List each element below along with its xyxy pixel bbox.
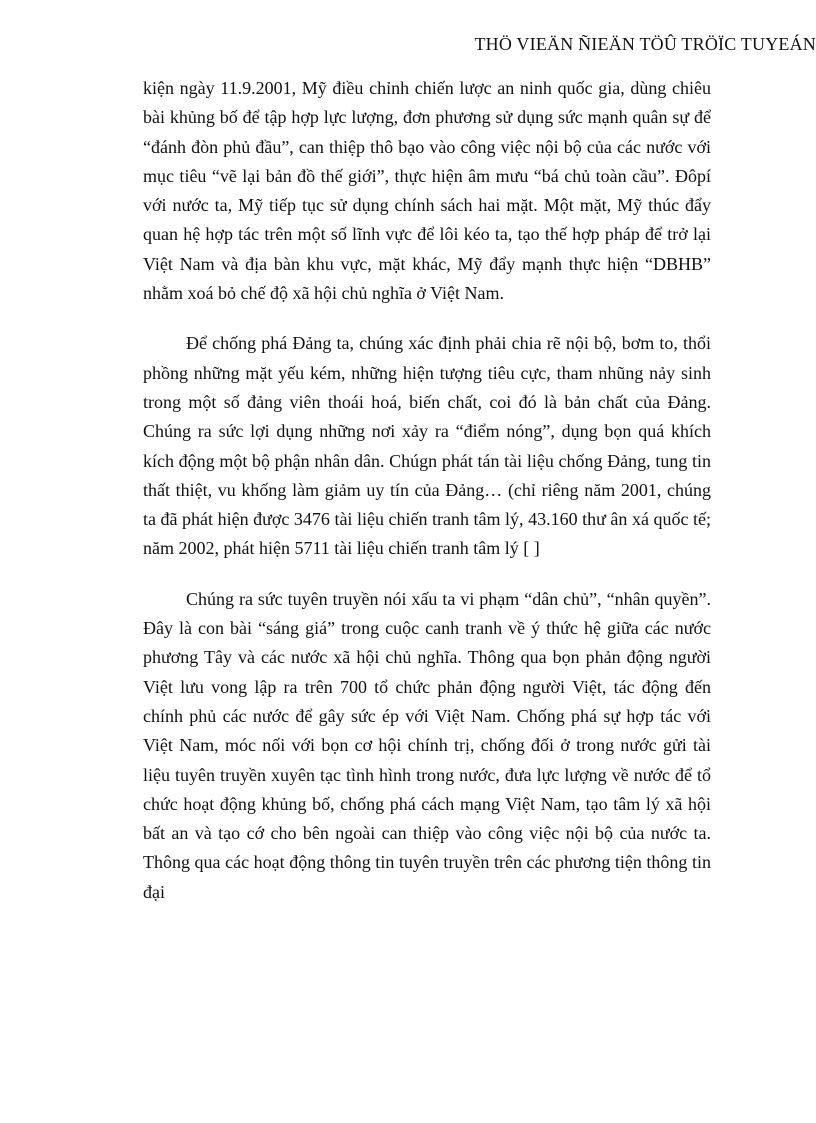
document-body bbox=[143, 74, 711, 928]
paragraph-3: Chúng ra sức tuyên truyền nói xấu ta vi phạm “dân chủ”, “nhân quyền”. Đây là con bài “sáng giá” trong cuộc canh tranh về ý thức hệ giữa các nước phương Tây và các nước xã hội chủ nghĩa. Thông qua bọn phản động người Việt lưu vong lập ra trên 700 tổ chức phản động người Việt, tác động đến chính phủ các nước để gây sức ép với Việt Nam. Chống phá sự hợp tác với Việt Nam, móc nối với bọn cơ hội chính trị, chống đối ở trong nước gửi tài liệu tuyên truyền xuyên tạc tình hình trong nước, đưa lực lượng về nước để tổ chức hoạt động khủng bố, chống phá cách mạng Việt Nam, tạo tâm lý xã hội bất an và tạo cớ cho bên ngoài can thiệp vào công việc nội bộ của nước ta. Thông qua các hoạt động thông tin tuyên truyền trên các phương tiện thông tin đại bbox=[143, 588, 711, 902]
paragraph-1: kiện ngày 11.9.2001, Mỹ điều chỉnh chiến lược an ninh quốc gia, dùng chiêu bài khủng bố để tập hợp lực lượng, đơn phương sử dụng sức mạnh quân sự để “đánh đòn phủ đầu”, can thiệp thô bạo vào công việc nội bộ của các nước với mục tiêu “vẽ lại bản đồ thế giới”, thực hiện âm mưu “bá chủ toàn cầu”. Đôpí với nước ta, Mỹ tiếp tục sử dụng chính sách hai mặt. Một mặt, Mỹ thúc đẩy quan hệ hợp tác trên một số lĩnh vực để lôi kéo ta, tạo thế hợp pháp để trở lại Việt Nam và địa bàn khu vực, mặt khác, Mỹ đẩy mạnh thực hiện “DBHB” nhằm xoá bỏ chế độ xã hội chủ nghĩa ở Việt Nam. bbox=[143, 78, 711, 304]
paragraph-2: Để chống phá Đảng ta, chúng xác định phải chia rẽ nội bộ, bơm to, thổi phồng những mặt yếu kém, những hiện tượng tiêu cực, tham nhũng nảy sinh trong một số đảng viên thoái hoá, biến chất, coi đó là bản chất của Đảng. Chúng ra sức lợi dụng những nơi xảy ra “điểm nóng”, dụng bọn quá khích kích động một bộ phận nhân dân. Chúgn phát tán tài liệu chống Đảng, tung tin thất thiệt, vu khống làm giảm uy tín của Đảng… (chỉ riêng năm 2001, chúng ta đã phát hiện được 3476 tài liệu chiến tranh tâm lý, 43.160 thư ân xá quốc tế; năm 2002, phát hiện 5711 tài liệu chiến tranh tâm lý [ ] bbox=[143, 333, 711, 559]
page-header: THÖ VIEÄN ÑIEÄN TÖÛ TRÖÏC TUYEÁN bbox=[474, 34, 816, 54]
